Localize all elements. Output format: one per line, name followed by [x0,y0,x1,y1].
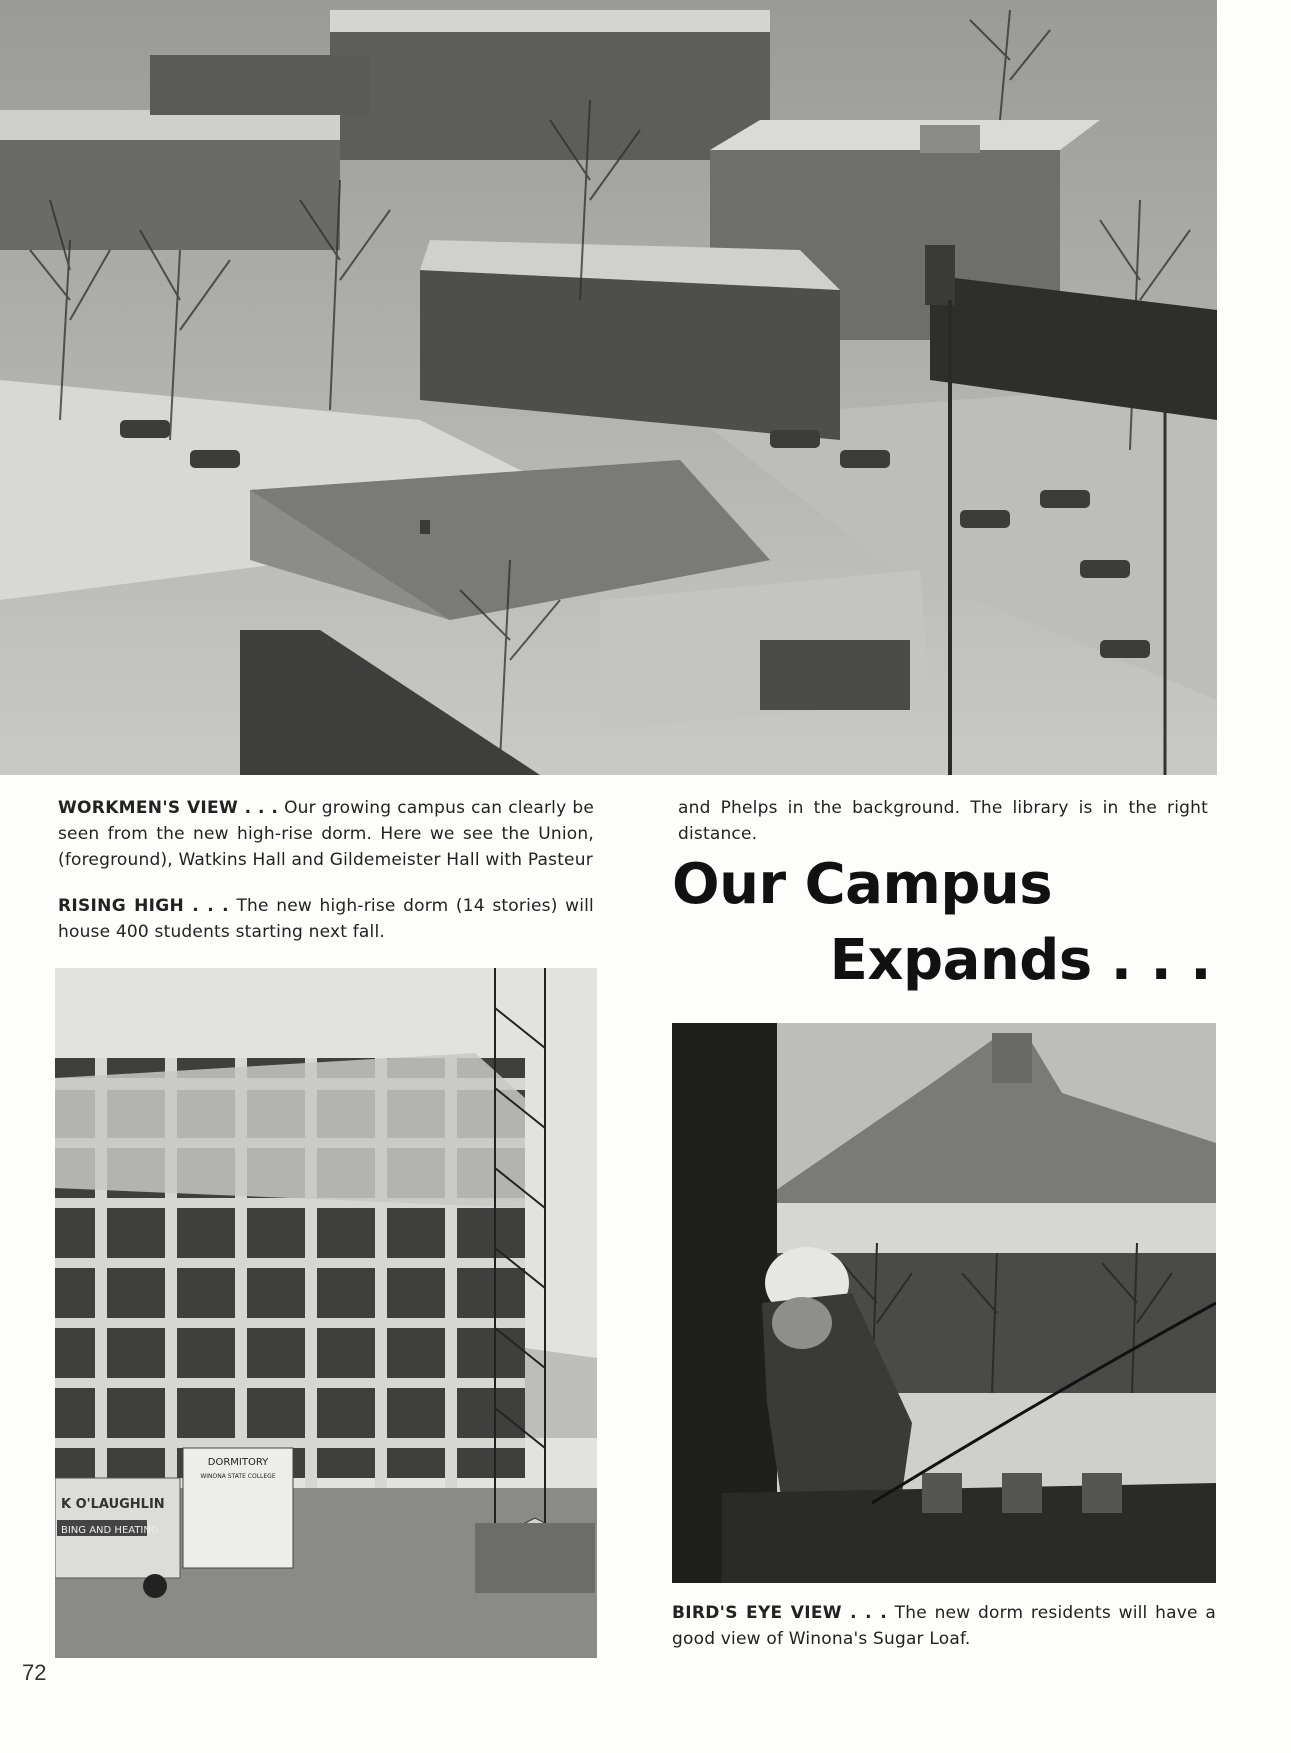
workmens-view-text-continued: and Phelps in the background. The library is in the right distance. [678,798,1208,844]
dorm-construction-photo [55,968,597,1658]
workmens-view-caption-continued [678,795,1208,847]
birds-eye-view-text: The new dorm residents will have a good view of Winona's Sugar Loaf. [672,1603,1216,1649]
rising-high-lead: RISING HIGH . . . [58,896,229,916]
workmens-view-text: Our growing campus can clearly be seen from the new high-rise dorm. Here we see the Union, (foreground), Watkins Hall and Gildemeister Hall with Pasteur [58,798,594,870]
headline-line-2: Expands . . . [829,928,1211,993]
sign-board-title: DORMITORY [207,1457,269,1468]
campus-aerial-photo [0,0,1217,775]
headline-line-1: Our Campus [672,852,1053,917]
birds-eye-view-caption [672,1600,1216,1652]
truck-sign-line-1: K O'LAUGHLIN [61,1497,165,1512]
rising-high-text: The new high-rise dorm (14 stories) will house 400 students starting next fall. [58,896,594,942]
truck-sign-line-2: BING AND HEATING [61,1525,159,1536]
aerial-campus-photo-icon [0,0,1217,775]
sign-board-sub: WINONA STATE COLLEGE [200,1473,276,1480]
workmens-view-lead: WORKMEN'S VIEW . . . [58,798,279,818]
birds-eye-view-lead: BIRD'S EYE VIEW . . . [672,1603,887,1623]
sugar-loaf-view-photo-icon [672,1023,1216,1583]
dorm-construction-photo-icon [55,968,597,1658]
page-number: 72 [22,1660,47,1685]
sugar-loaf-view-photo [672,1023,1216,1583]
workmens-view-caption [58,795,594,873]
rising-high-caption [58,893,594,945]
